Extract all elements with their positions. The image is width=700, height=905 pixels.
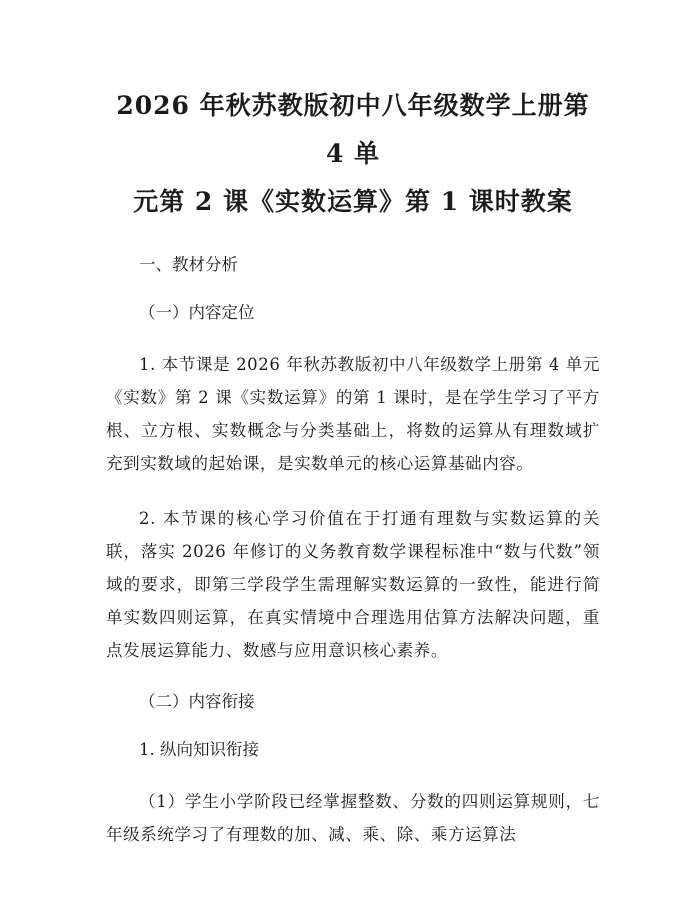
- section-heading-textbook-analysis: 一、教材分析: [139, 255, 238, 274]
- paragraph-2: 2. 本节课的核心学习价值在于打通有理数与实数运算的关联，落实 2026 年修订的义务教育数学课程标准中“数与代数”领域的要求，即第三学段学生需理解实数运算的一致性，能进行简单实数四则运算，在真实情境中合理选用估算方法解决问题，重点发展运算能力、数感与应用意识核心素养。: [106, 509, 600, 660]
- document-title: [106, 82, 600, 226]
- subsection-heading-content-connection: （二）内容衔接: [139, 692, 255, 711]
- paragraph-3: （1）学生小学阶段已经掌握整数、分数的四则运算规则，七年级系统学习了有理数的加、减、乘、除、乘方运算法: [106, 792, 600, 844]
- title-line-2: 元第 2 课《实数运算》第 1 课时教案: [133, 187, 573, 216]
- subsection-heading-content-position: （一）内容定位: [139, 303, 255, 322]
- item-heading-vertical-connection: 1. 纵向知识衔接: [139, 740, 259, 759]
- paragraph-1: 1. 本节课是 2026 年秋苏教版初中八年级数学上册第 4 单元《实数》第 2 课《实数运算》的第 1 课时，是在学生学习了平方根、立方根、实数概念与分类基础上，将数的运算从有理数域扩充到实数域的起始课，是实数单元的核心运算基础内容。: [106, 355, 600, 473]
- title-line-1: 2026 年秋苏教版初中八年级数学上册第 4 单: [116, 91, 590, 168]
